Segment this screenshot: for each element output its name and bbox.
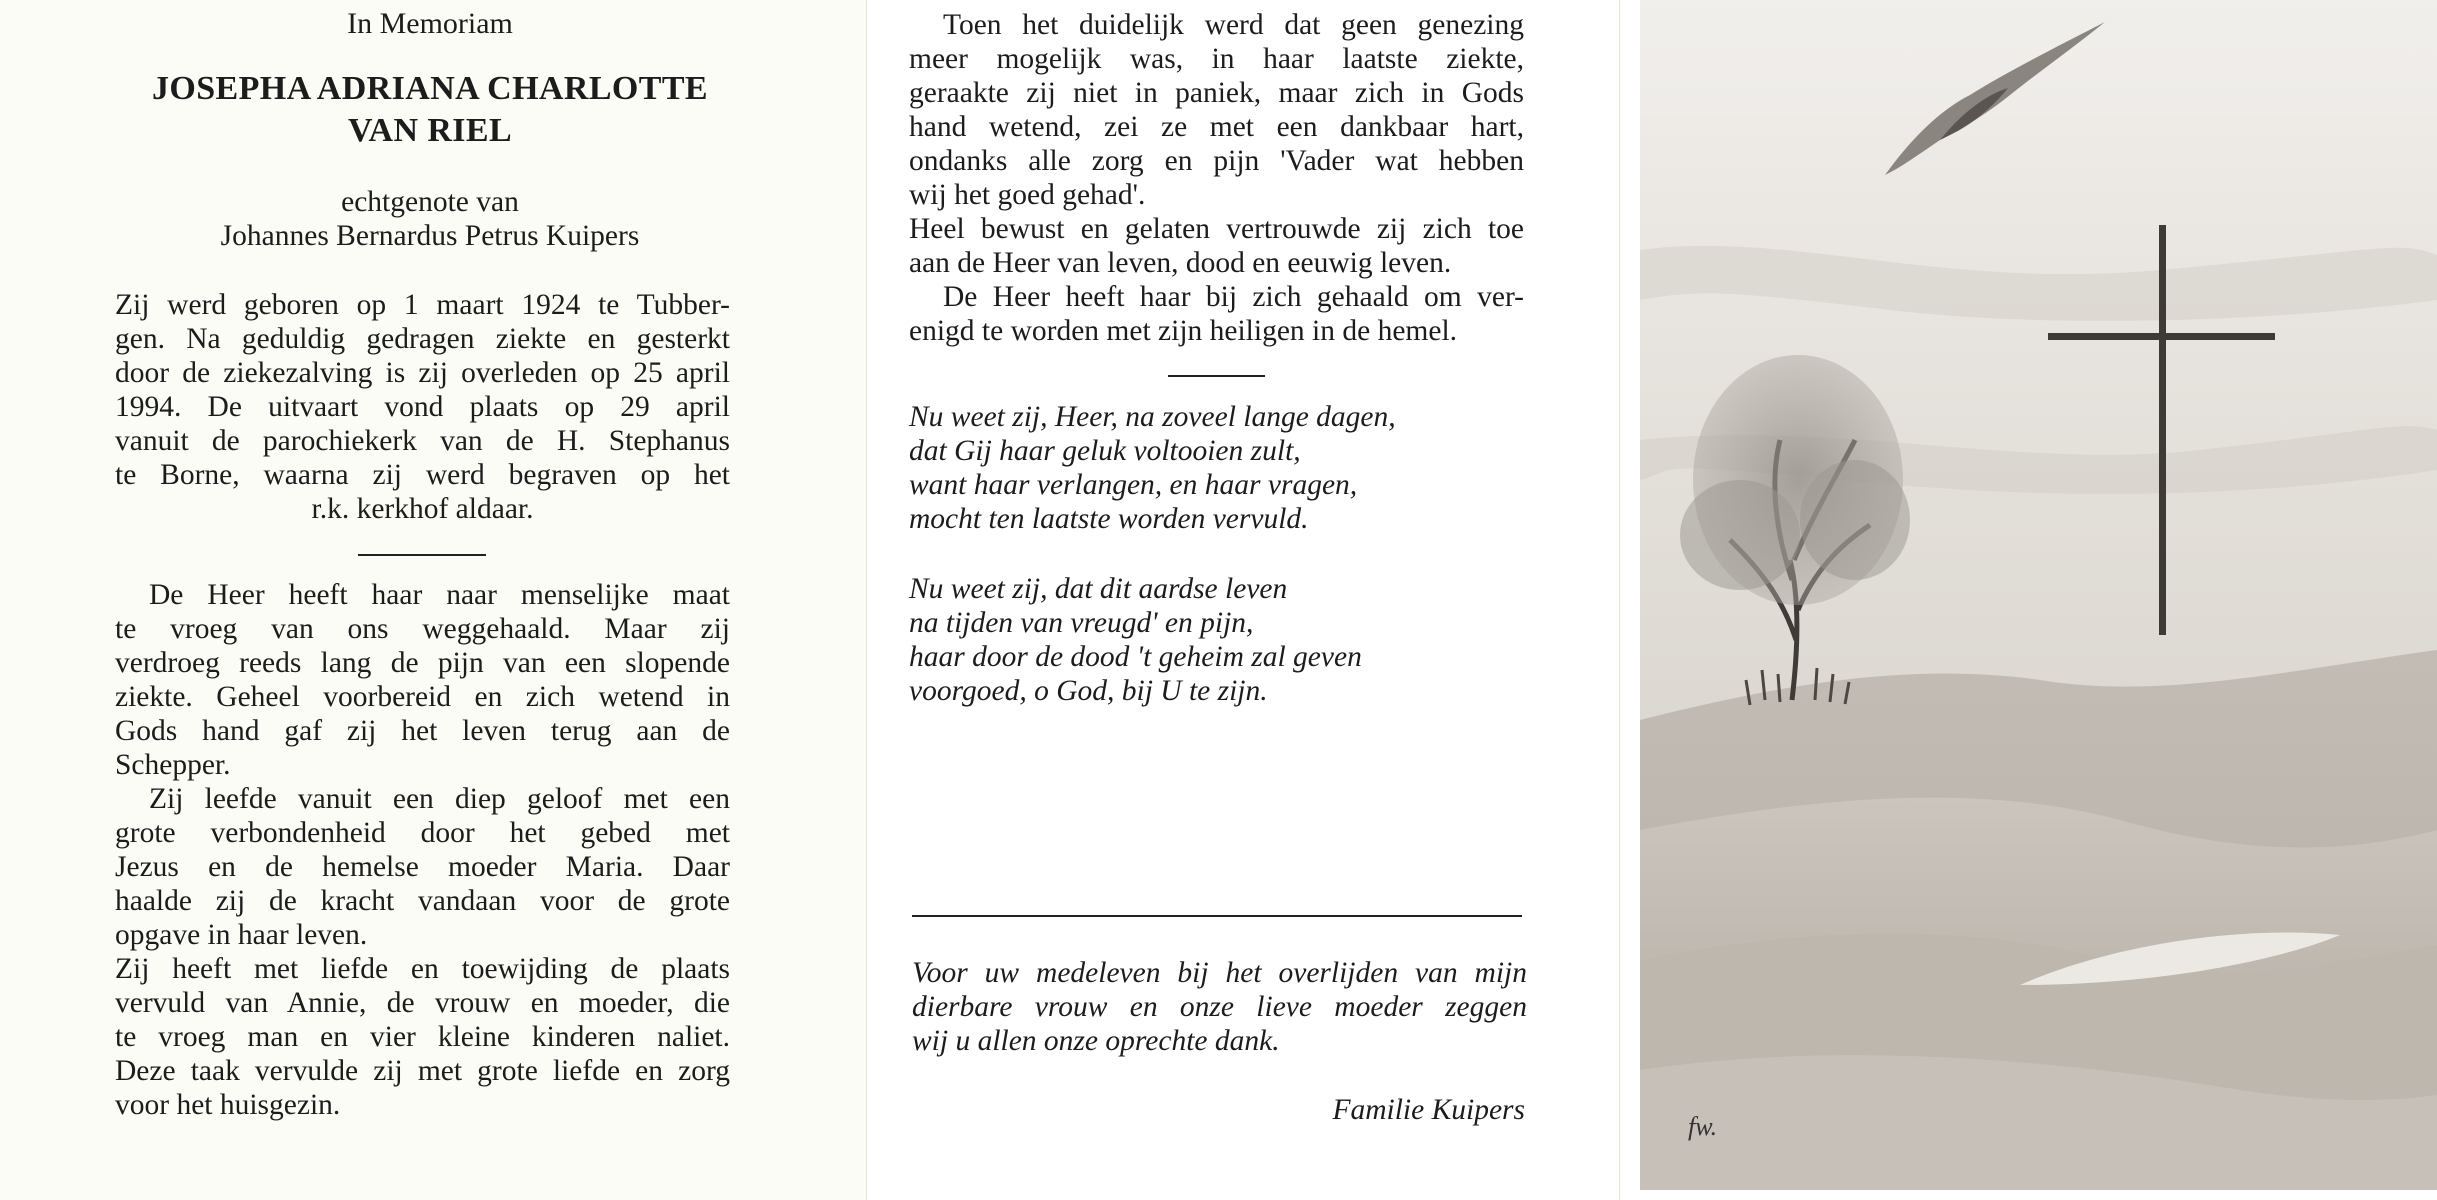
middle-paragraph-1 (909, 8, 1524, 212)
text-line: haalde zij de kracht vandaan voor de grote (115, 885, 730, 917)
family-signature: Familie Kuipers (1332, 1094, 1525, 1126)
text-line: aan de Heer van leven, dood en eeuwig leven. (909, 247, 1452, 279)
text-line: haar door de dood 't geheim zal geven (909, 641, 1362, 673)
section-divider-left (358, 554, 486, 556)
text-line: grote verbondenheid door het gebed met (115, 817, 730, 849)
text-line: 1994. De uitvaart vond plaats op 29 april (115, 391, 730, 423)
text-line: meer mogelijk was, in haar laatste ziekte, (909, 43, 1524, 75)
text-line: dat Gij haar geluk voltooien zult, (909, 435, 1301, 467)
poem-stanza-1 (909, 400, 1529, 536)
thanks-divider (912, 915, 1522, 917)
text-line: gen. Na geduldig gedragen ziekte en gesterkt (115, 323, 730, 355)
text-line: Nu weet zij, Heer, na zoveel lange dagen, (909, 401, 1396, 433)
deceased-name-line-2: VAN RIEL (347, 112, 513, 149)
text-line: Toen het duidelijk werd dat geen genezing (943, 9, 1524, 41)
text-line: want haar verlangen, en haar vragen, (909, 469, 1358, 501)
text-line: vanuit de parochiekerk van de H. Stephanus (115, 425, 730, 457)
fold-line-right (1619, 0, 1620, 1200)
text-line: te vroeg van ons weggehaald. Maar zij (115, 613, 730, 645)
middle-paragraph-3 (909, 280, 1524, 348)
text-line: dierbare vrouw en onze lieve moeder zeggen (912, 991, 1527, 1023)
section-divider-middle (1168, 375, 1265, 377)
text-line: Gods hand gaf zij het leven terug aan de (115, 715, 730, 747)
text-line: Zij leefde vanuit een diep geloof met een (149, 783, 730, 815)
hill-landscape (1640, 650, 2437, 1190)
tribute-paragraph-3 (115, 952, 730, 1122)
text-line: hand wetend, zei ze met een dankbaar hart, (909, 111, 1524, 143)
text-line: wij het goed gehad'. (909, 179, 1146, 211)
artist-monogram: fw. (1688, 1112, 1718, 1141)
text-line: mocht ten laatste worden vervuld. (909, 503, 1309, 535)
text-line: Jezus en de hemelse moeder Maria. Daar (115, 851, 730, 883)
text-line: voor het huisgezin. (115, 1089, 341, 1121)
text-line: ziekte. Geheel voorbereid en zich wetend in (115, 681, 730, 713)
middle-paragraph-2 (909, 212, 1524, 280)
spouse-name: Johannes Bernardus Petrus Kuipers (220, 220, 640, 252)
text-line: te vroeg man en vier kleine kinderen naliet. (115, 1021, 730, 1053)
poem-stanza-2 (909, 572, 1529, 708)
text-line: Nu weet zij, dat dit aardse leven (909, 573, 1288, 605)
text-line: enigd te worden met zijn heiligen in de hemel. (909, 315, 1458, 347)
text-line: r.k. kerkhof aldaar. (311, 493, 534, 525)
text-line: te Borne, waarna zij werd begraven op het (115, 459, 730, 491)
tribute-paragraph-2 (115, 782, 730, 952)
text-line: Voor uw medeleven bij het overlijden van mijn (912, 957, 1527, 989)
artist-monogram-icon (1688, 1112, 1717, 1141)
memorial-illustration (1640, 0, 2437, 1190)
text-line: Schepper. (115, 749, 231, 781)
text-line: ondanks alle zorg en pijn 'Vader wat hebben (909, 145, 1524, 177)
text-line: voorgoed, o God, bij U te zijn. (909, 675, 1268, 707)
deceased-name (80, 68, 780, 152)
text-line: Zij werd geboren op 1 maart 1924 te Tubber- (115, 289, 730, 321)
fold-line-left (866, 0, 867, 1200)
tribute-paragraph-1 (115, 578, 730, 782)
deceased-name-line-1: JOSEPHA ADRIANA CHARLOTTE (152, 70, 708, 107)
text-line: geraakte zij niet in paniek, maar zich in Gods (909, 77, 1524, 109)
tribute-text (115, 578, 730, 1122)
text-line: vervuld van Annie, de vrouw en moeder, die (115, 987, 730, 1019)
memoriam-heading: In Memoriam (347, 7, 513, 40)
thanks-text (912, 956, 1527, 1058)
spouse-intro: echtgenote van (341, 186, 519, 218)
text-line: wij u allen onze oprechte dank. (912, 1025, 1280, 1057)
text-line: door de ziekezalving is zij overleden op 25 april (115, 357, 730, 389)
text-line: Heel bewust en gelaten vertrouwde zij zich toe (909, 213, 1524, 245)
biography-text (115, 288, 730, 526)
final-illness-text (909, 8, 1524, 348)
spouse-block (80, 185, 780, 253)
text-line: Zij heeft met liefde en toewijding de plaats (115, 953, 730, 985)
text-line: na tijden van vreugd' en pijn, (909, 607, 1254, 639)
text-line: Deze taak vervulde zij met grote liefde en zorg (115, 1055, 730, 1087)
text-line: verdroeg reeds lang de pijn van een slopende (115, 647, 730, 679)
text-line: opgave in haar leven. (115, 919, 368, 951)
text-line: De Heer heeft haar bij zich gehaald om ver- (943, 281, 1524, 313)
text-line: De Heer heeft haar naar menselijke maat (149, 579, 730, 611)
